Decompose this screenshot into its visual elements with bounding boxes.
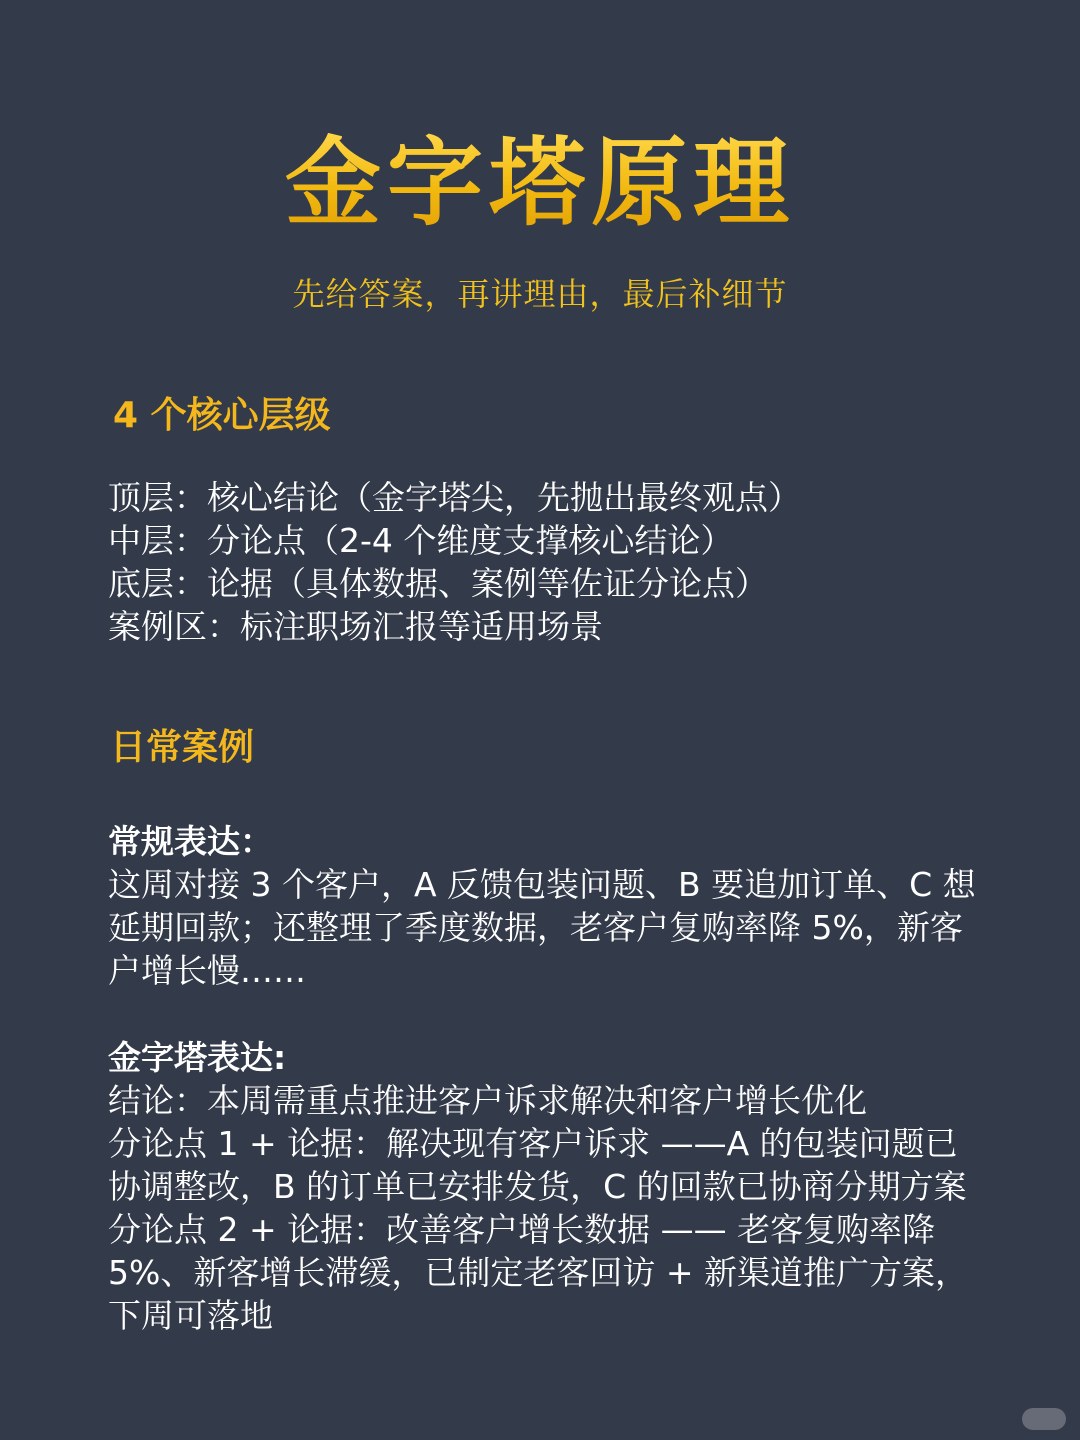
pyramid-point-1: 分论点 1 + 论据：解决现有客户诉求 ——A 的包装问题已协调整改，B 的订单已安排发货，C 的回款已协商分期方案 (108, 1124, 967, 1206)
pyramid-conclusion: 结论：本周需重点推进客户诉求解决和客户增长优化 (108, 1081, 867, 1120)
regular-expression-label: 常规表达： (108, 822, 273, 861)
level-line-bottom: 底层：论据（具体数据、案例等佐证分论点） (108, 564, 768, 603)
levels-heading: 4 个核心层级 (113, 395, 331, 436)
level-line-case-area: 案例区：标注职场汇报等适用场景 (108, 607, 603, 646)
pyramid-point-2: 分论点 2 + 论据：改善客户增长数据 —— 老客复购率降 5%、新客增长滞缓，已制定老客回访 + 新渠道推广方案，下周可落地 (108, 1210, 968, 1335)
regular-expression-block (108, 820, 988, 992)
watermark-logo (1022, 1408, 1066, 1430)
level-line-top: 顶层：核心结论（金字塔尖，先抛出最终观点） (108, 478, 801, 517)
level-line-middle: 中层：分论点（2-4 个维度支撑核心结论） (108, 521, 734, 560)
page-subtitle: 先给答案，再讲理由，最后补细节 (292, 275, 788, 313)
pyramid-expression-block (108, 1036, 988, 1337)
cases-heading: 日常案例 (110, 727, 255, 768)
levels-list (108, 476, 988, 648)
page-title: 金字塔原理 (0, 128, 1080, 238)
pyramid-expression-label: 金字塔表达: (108, 1038, 287, 1077)
regular-expression-text: 这周对接 3 个客户，A 反馈包装问题、B 要追加订单、C 想延期回款；还整理了季度数据，老客户复购率降 5%，新客户增长慢…… (108, 865, 976, 990)
